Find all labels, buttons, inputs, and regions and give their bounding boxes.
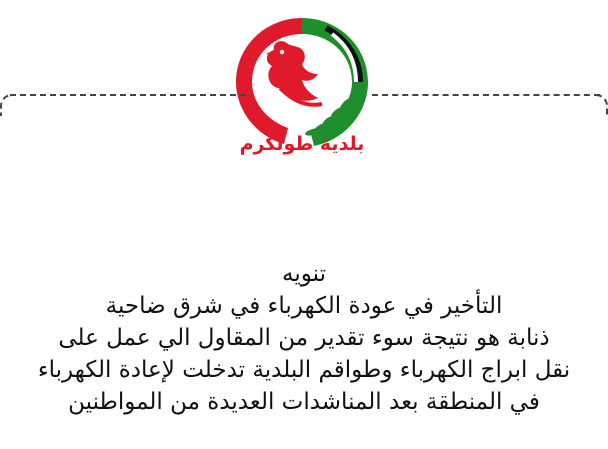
frame-border-left (10, 94, 246, 96)
notice-line-4: في المنطقة بعد المناشدات العديدة من المواطنين (68, 389, 540, 415)
notice-text (0, 258, 608, 418)
frame-border-right (372, 94, 600, 96)
logo-text: بلدية طولكرم (239, 133, 365, 155)
frame-corner-left (0, 94, 12, 116)
notice-title: تنويه (282, 261, 326, 287)
frame-corner-right (596, 94, 608, 116)
municipality-logo (218, 0, 386, 168)
notice-line-3: نقل ابراج الكهرباء وطواقم البلدية تدخلت لإعادة الكهرباء (37, 357, 571, 383)
notice-line-2: ذنابة هو نتيجة سوء تقدير من المقاول الي عمل على (58, 325, 550, 351)
notice-line-1: التأخير في عودة الكهرباء في شرق ضاحية (105, 293, 503, 319)
